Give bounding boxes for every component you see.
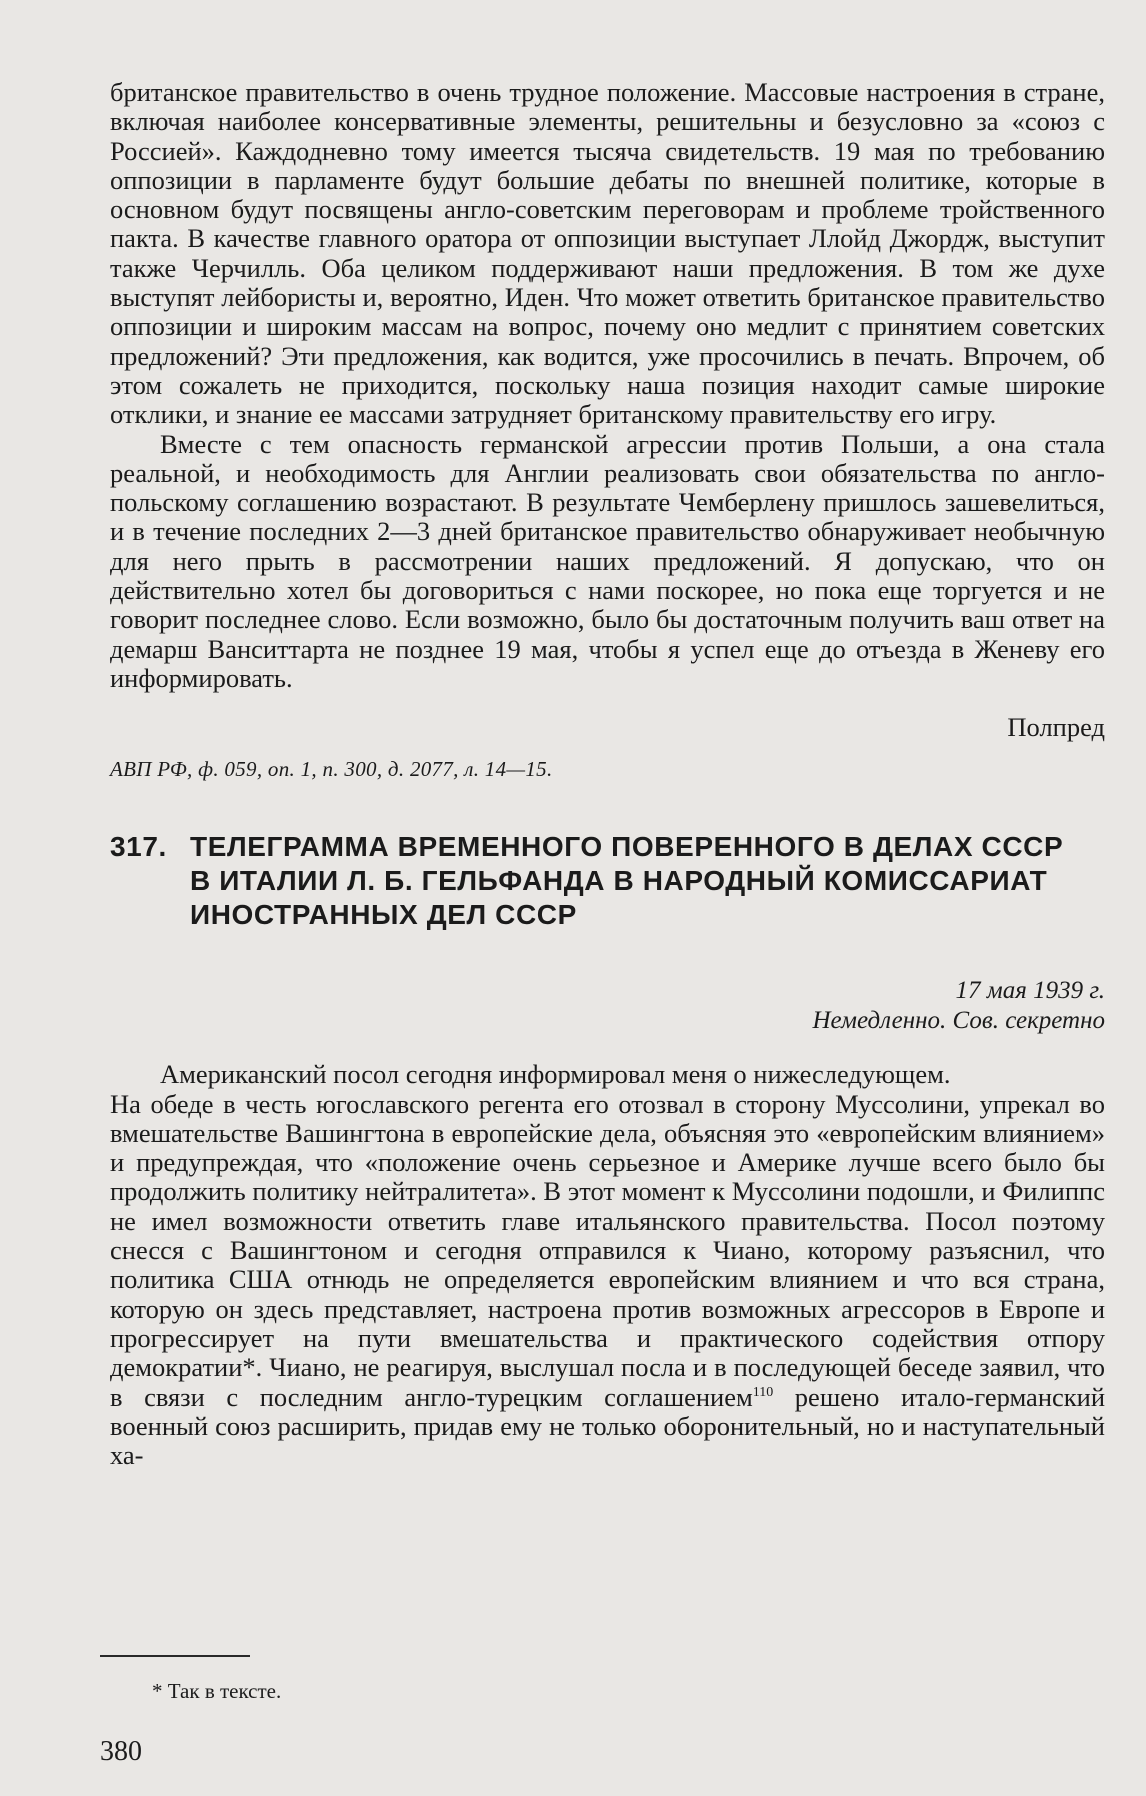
telegram-body: [110, 1060, 1105, 1470]
paragraph-4-text: На обеде в честь югославского регента его отозвал в сторону Муссолини, упрекал во вмешательстве Вашингтона в европейские дела, объясняя это «европейским влиянием» и предупреждая, что «положение очень серьезное и Америке лучше всего было бы продолжить политику нейтралитета». В этот момент к Муссолини подошли, и Филиппс не имел возможности ответить главе итальянского правительства. Посол поэтому снесся с Вашингтоном и сегодня отправился к Чиано, которому разъяснил, что политика США отнюдь не определяется европейским влиянием и что вся страна, которую он здесь представляет, настроена против возможных агрессоров в Европе и прогрессирует на пути вмешательства и практического содействия отпору демократии*. Чиано, не реагируя, выслушал посла и в последующей беседе заявил, что в связи с последним англо-турецким соглашением: [110, 1088, 1105, 1412]
heading-line-3: ИНОСТРАННЫХ ДЕЛ СССР: [190, 899, 577, 931]
paragraph-1: британское правительство в очень трудное положение. Массовые настроения в стране, включая наиболее консервативные элементы, решительны и безусловно за «союз с Россией». Каждодневно тому имеется тысяча свидетельств. 19 мая по требованию оппозиции в парламенте будут большие дебаты по внешней политике, которые в основном будут посвящены англо-советским переговорам и проблеме тройственного пакта. В качестве главного оратора от оппозиции выступает Ллойд Джордж, выступит также Черчилль. Оба целиком поддерживают наши предложения. В том же духе выступят лейбористы и, вероятно, Иден. Что может ответить британское правительство оппозиции и широким массам на вопрос, почему оно медлит с принятием советских предложений? Эти предложения, как водится, уже просочились в печать. Впрочем, об этом сожалеть не приходится, поскольку наша позиция находит самые широкие отклики, и знание ее массами затрудняет британскому правительству его игру.: [110, 77, 1105, 430]
archive-source: АВП РФ, ф. 059, оп. 1, п. 300, д. 2077, л. 14—15.: [110, 757, 553, 782]
document-heading: [110, 830, 1105, 932]
heading-line-2: В ИТАЛИИ Л. Б. ГЕЛЬФАНДА В НАРОДНЫЙ КОМИССАРИАТ: [190, 865, 1048, 897]
document-number: 317.: [110, 831, 167, 863]
footnote-divider: [100, 1655, 250, 1657]
document-date: 17 мая 1939 г.: [955, 977, 1105, 1005]
note-reference: 110: [752, 1384, 774, 1400]
paragraph-4-continuation: решено итало-германский военный союз расширить, придав ему не только оборонительный, но и наступательный ха-: [110, 1381, 1106, 1471]
classification: Немедленно. Сов. секретно: [812, 1007, 1105, 1035]
signature: Полпред: [1007, 712, 1105, 743]
page-body: [110, 78, 1105, 1470]
page-number: 380: [100, 1736, 142, 1767]
paragraph-2: Вместе с тем опасность германской агрессии против Польши, а она стала реальной, и необходимость для Англии реализовать свои обязательства по англо-польскому соглашению возрастают. В результате Чемберлену пришлось зашевелиться, и в течение последних 2—3 дней британское правительство обнаруживает необычную для него прыть в рассмотрении наших предложений. Я допускаю, что он действительно хотел бы договориться с нами поскорее, но пока еще торгуется и не говорит последнее слово. Если возможно, было бы достаточным получить ваш ответ на демарш Ванситтарта не позднее 19 мая, чтобы я успел еще до отъезда в Женеву его информировать.: [110, 428, 1105, 693]
heading-line-1: ТЕЛЕГРАММА ВРЕМЕННОГО ПОВЕРЕННОГО В ДЕЛАХ СССР: [190, 831, 1064, 863]
paragraph-3: Американский посол сегодня информировал меня о нижеследующем.: [160, 1059, 951, 1090]
paragraph-4: [110, 1090, 1105, 1471]
footnote: * Так в тексте.: [152, 1679, 282, 1703]
